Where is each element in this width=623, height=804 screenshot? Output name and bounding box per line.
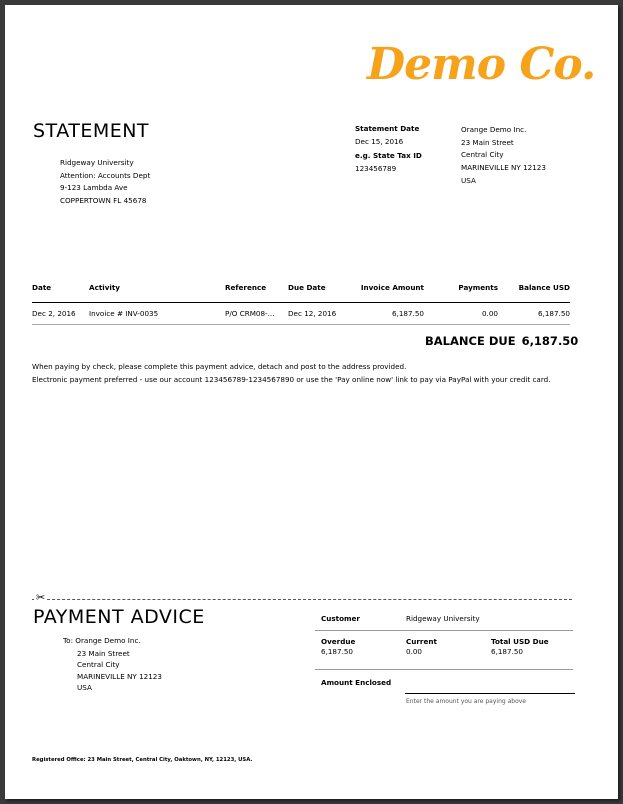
amount-enclosed-field[interactable]: [405, 693, 575, 694]
table-row: [32, 303, 570, 325]
to-line: Orange Demo Inc.: [75, 636, 141, 645]
cut-line: [32, 599, 572, 600]
amount-enclosed-label: Amount Enclosed: [321, 678, 392, 687]
bill-to-line: Ridgeway University: [60, 158, 134, 167]
payment-instruction-note: Electronic payment preferred - use our account 123456789-1234567890 or use the 'Pay online now' link to pay via PayPal with your credit card.: [32, 375, 551, 384]
column-header-balance: Balance USD: [498, 283, 570, 303]
statement-date-value: Dec 15, 2016: [355, 136, 404, 146]
current-value: 0.00: [406, 647, 423, 656]
statement-date-label: Statement Date: [355, 124, 420, 133]
cell-date: Dec 2, 2016: [32, 303, 89, 325]
payment-instruction-note: When paying by check, please complete this payment advice, detach and post to the address provided.: [32, 362, 407, 371]
cell-payments: 0.00: [424, 303, 498, 325]
column-header-invoice-amount: Invoice Amount: [358, 283, 424, 303]
table-header-row: [32, 283, 570, 303]
current-label: Current: [406, 637, 437, 646]
customer-label: Customer: [321, 614, 360, 623]
company-logo: Demo Co.: [367, 39, 596, 90]
balance-due-amount: 6,187.50: [521, 334, 579, 348]
total-due-label: Total USD Due: [491, 637, 549, 646]
balance-due-label: BALANCE DUE: [425, 334, 516, 348]
to-line: USA: [77, 683, 92, 693]
balance-due: [425, 334, 578, 348]
registered-office-footer: Registered Office: 23 Main Street, Central City, Oaktown, NY, 12123, USA.: [32, 757, 253, 763]
cell-reference: P/O CRM08-...: [225, 303, 288, 325]
from-line: Orange Demo Inc.: [461, 125, 527, 134]
column-header-date: Date: [32, 283, 89, 303]
bill-to-address: [60, 157, 150, 208]
statement-table: [32, 283, 570, 325]
to-label: To:: [63, 636, 73, 645]
bill-to-line: 9-123 Lambda Ave: [60, 183, 128, 193]
bill-to-line: Attention: Accounts Dept: [60, 170, 151, 180]
from-line: USA: [461, 175, 476, 185]
from-line: 23 Main Street: [461, 137, 514, 147]
cell-balance: 6,187.50: [498, 303, 570, 325]
total-due-value: 6,187.50: [491, 647, 524, 656]
payment-advice-summary: [315, 611, 573, 706]
column-header-payments: Payments: [424, 283, 498, 303]
page-title: STATEMENT: [33, 120, 150, 142]
column-header-reference: Reference: [225, 283, 288, 303]
tax-id-value: 123456789: [355, 164, 397, 174]
to-line: MARINEVILLE NY 12123: [77, 671, 162, 681]
statement-page: [5, 5, 618, 799]
column-header-due-date: Due Date: [288, 283, 358, 303]
column-header-activity: Activity: [89, 283, 225, 303]
amount-enclosed-hint: Enter the amount you are paying above: [406, 698, 526, 705]
cell-activity: Invoice # INV-0035: [89, 303, 225, 325]
overdue-label: Overdue: [321, 637, 356, 646]
from-line: MARINEVILLE NY 12123: [461, 163, 546, 173]
to-line: Central City: [77, 660, 120, 670]
from-address: [461, 124, 546, 188]
payment-advice-title: PAYMENT ADVICE: [33, 606, 205, 628]
customer-value: Ridgeway University: [406, 614, 480, 623]
to-line: 23 Main Street: [77, 648, 130, 658]
cell-due-date: Dec 12, 2016: [288, 303, 358, 325]
from-line: Central City: [461, 150, 504, 160]
cell-invoice-amount: 6,187.50: [358, 303, 424, 325]
statement-meta: [355, 123, 422, 176]
scissors-icon: ✂: [36, 591, 46, 604]
tax-id-label: e.g. State Tax ID: [355, 151, 422, 161]
overdue-value: 6,187.50: [321, 647, 354, 656]
bill-to-line: COPPERTOWN FL 45678: [60, 196, 147, 206]
payment-advice-to-address: [63, 635, 162, 694]
